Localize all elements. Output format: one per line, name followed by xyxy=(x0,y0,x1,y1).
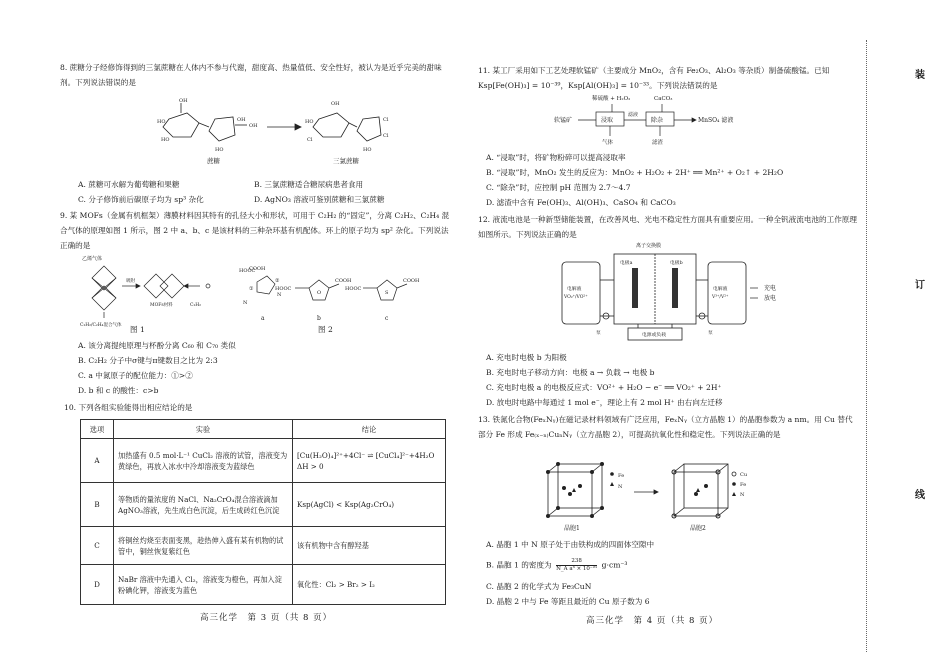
fig1-caption: 图 1 xyxy=(130,325,145,334)
svg-text:N: N xyxy=(243,300,248,306)
q13-crystal-cells xyxy=(538,458,778,532)
q11-option-c: C. “除杂”时，应控制 pH 范围为 2.7～4.7 xyxy=(486,183,631,192)
table-row xyxy=(81,483,446,527)
cell1-label: 晶胞1 xyxy=(564,525,580,532)
flow-reagent1: 稀硫酸 + H₂O₂ xyxy=(592,96,631,102)
q9-figure-1 xyxy=(80,254,250,336)
q10-row-a-opt: A xyxy=(81,439,114,483)
q10-header-option: 选项 xyxy=(81,420,114,439)
legend-n-2: N xyxy=(740,492,745,498)
ligand-c-label: c xyxy=(385,315,389,322)
q8-option-d: D. AgNO₃ 溶液可鉴别蔗糖和三氯蔗糖 xyxy=(254,195,385,204)
q10-table xyxy=(80,419,446,605)
left-ions-label: VO₂⁺/VO²⁺ xyxy=(564,295,588,300)
q8-structures xyxy=(155,97,395,169)
electrolyte-left-label: 电解液 xyxy=(567,287,582,292)
question-8 xyxy=(60,60,455,90)
svg-text:HO: HO xyxy=(157,119,166,125)
table-row xyxy=(81,565,446,605)
flow-start: 软锰矿 xyxy=(554,117,573,124)
density-fraction xyxy=(556,558,597,573)
q10-row-d-con: 氧化性：Cl₂ > Br₂ > I₂ xyxy=(293,565,446,605)
svg-text:COOH: COOH xyxy=(403,278,420,284)
q13-option-d: D. 晶胞 2 中与 Fe 等距且最近的 Cu 原子数为 6 xyxy=(486,597,650,606)
q10-row-b-opt: B xyxy=(81,483,114,527)
q13-option-a: A. 晶胞 1 中 N 原子处于由铁构成的四面体空隙中 xyxy=(486,540,655,549)
density-unit: g·cm⁻³ xyxy=(601,560,628,570)
svg-text:S: S xyxy=(385,290,389,296)
q8-option-c: C. 分子修饰前后碳原子均为 sp³ 杂化 xyxy=(78,195,204,204)
question-13 xyxy=(478,412,860,442)
density-numerator: 238 xyxy=(556,558,597,566)
q9-option-b: B. C₂H₂ 分子中σ键与π键数目之比为 2:3 xyxy=(78,356,218,365)
electrode-b-label: 电极b xyxy=(670,261,683,266)
q13-option-b-text: B. 晶胞 1 的密度为 xyxy=(486,560,552,570)
left-page-footer: 高三化学 第 3 页（共 8 页） xyxy=(200,613,333,623)
svg-text:OH: OH xyxy=(249,123,258,129)
q10-row-c-con: 该有机物中含有醇羟基 xyxy=(293,527,446,565)
q9-option-c: C. a 中氮原子的配位能力：①>② xyxy=(78,371,193,380)
svg-text:①: ① xyxy=(249,286,254,292)
flow-step1: 浸取 xyxy=(601,117,614,124)
right-ions-label: V³⁺/V²⁺ xyxy=(712,295,729,300)
fig1-mat-label: MOFs材料 xyxy=(150,303,173,308)
legend-fe-1: Fe xyxy=(618,473,625,479)
q11-option-d: D. 滤渣中含有 Fe(OH)₃、Al(OH)₃、CaSO₄ 和 CaCO₃ xyxy=(486,198,676,207)
binding-char-2: 订 xyxy=(915,280,925,291)
q10-row-b-con: Ksp(AgCl) < Ksp(Ag₂CrO₄) xyxy=(293,483,446,527)
q12-option-b: B. 充电时电子移动方向：电极 a → 负载 → 电极 b xyxy=(486,368,655,377)
q12-option-a: A. 充电时电极 b 为阳极 xyxy=(486,353,567,362)
q10-header-conclusion: 结论 xyxy=(293,420,446,439)
question-12-stem: 12. 液流电池是一种新型储能装置，在改善风电、光电不稳定性方面具有重要应用。一种全钒液流电池的工作原理如图所示。下列说法正确的是 xyxy=(478,215,857,239)
ligand-b-label: b xyxy=(317,315,321,322)
fig1-gas-label: 乙烯气体 xyxy=(82,256,103,262)
q10-row-d-exp: NaBr 溶液中先通入 Cl₂，溶液变为橙色，再加入淀粉碘化钾，溶液变为蓝色 xyxy=(114,565,293,605)
q10-row-c-opt: C xyxy=(81,527,114,565)
q9-option-d: D. b 和 c 的酸性：c>b xyxy=(78,386,159,395)
q11-option-b: B. “浸取”时，MnO₂ 发生的反应为：MnO₂ + H₂O₂ + 2H⁺ ══ Mn²⁺ + O₂↑ + 2H₂O xyxy=(486,168,784,177)
fig1-sep-label: 吸附 xyxy=(126,279,135,284)
svg-text:HOOC: HOOC xyxy=(345,286,362,292)
svg-text:COOH: COOH xyxy=(335,278,352,284)
svg-text:Cl: Cl xyxy=(307,137,313,143)
discharge-label: 放电 xyxy=(764,295,777,302)
electrolyte-right-label: 电解液 xyxy=(713,287,728,292)
svg-text:OH: OH xyxy=(179,98,188,104)
q10-row-c-exp: 将铜丝灼烧至表面变黑，趁热伸入盛有某有机物的试管中，铜丝恢复紫红色 xyxy=(114,527,293,565)
svg-text:HO: HO xyxy=(215,147,224,153)
fig2-caption: 图 2 xyxy=(318,325,333,334)
power-label: 电源或负载 xyxy=(642,333,666,338)
svg-text:COOH: COOH xyxy=(249,266,266,272)
svg-text:N: N xyxy=(277,292,282,298)
table-row xyxy=(81,439,446,483)
density-denominator: N_A a³ × 10⁻²¹ xyxy=(556,566,598,572)
legend-n-1: N xyxy=(618,484,623,490)
svg-text:O: O xyxy=(317,290,322,296)
flow-residue: 滤渣 xyxy=(652,140,664,146)
svg-text:OH: OH xyxy=(331,101,340,107)
q9-figure-2 xyxy=(235,262,435,326)
question-10-stem: 10. 下列各组实验能得出相应结论的是 xyxy=(64,403,193,412)
q8-option-b: B. 三氯蔗糖适合糖尿病患者食用 xyxy=(254,180,364,189)
q12-option-d: D. 放电时电路中每通过 1 mol e⁻，理论上有 2 mol H⁺ 由右向左迁移 xyxy=(486,398,723,407)
svg-text:Cl: Cl xyxy=(383,133,389,139)
svg-text:HO: HO xyxy=(305,119,314,125)
mol-b-label: 三氯蔗糖 xyxy=(333,157,359,165)
svg-text:HOOC: HOOC xyxy=(239,268,256,274)
q11-flowchart xyxy=(554,92,804,148)
q10-header-experiment: 实验 xyxy=(114,420,293,439)
question-9-stem: 9. 某 MOFs（金属有机框架）薄膜材料因其特有的孔径大小和形状，可用于 C₂H₂ 的“固定”，分离 C₂H₂、C₂H₄ 混合气体的原理如图 1 所示，图 2 中 a、b、c 是该材料的三种杂环基有机配体。环上的原子均为 sp² 杂化。下列说法正确的是 xyxy=(60,211,450,250)
question-11 xyxy=(478,63,860,93)
legend-cu-2: Cu xyxy=(740,472,748,478)
cell2-label: 晶胞2 xyxy=(690,525,706,532)
q13-option-c: C. 晶胞 2 的化学式为 Fe₃CuN xyxy=(486,582,592,591)
q10-row-a-con: [Cu(H₂O)₄]²⁺+4Cl⁻ ⇌ [CuCl₄]²⁻+4H₂O ΔH > 0 xyxy=(293,439,446,483)
q12-option-c: C. 充电时电极 a 的电极反应式：VO²⁺ + H₂O − e⁻ ══ VO₂⁺ + 2H⁺ xyxy=(486,383,722,392)
pump-left-label: 泵 xyxy=(596,331,601,336)
flow-reagent2: CaCO₃ xyxy=(654,96,673,102)
svg-text:HOOC: HOOC xyxy=(275,286,292,292)
binding-char-3: 线 xyxy=(915,490,925,501)
binding-char-1: 装 xyxy=(915,70,925,81)
question-12 xyxy=(478,212,860,242)
electrode-b-bar xyxy=(672,268,678,308)
question-11-stem: 11. 某工厂采用如下工艺处理软锰矿（主要成分 MnO₂，含有 Fe₂O₃、Al₂O₃ 等杂质）制备硫酸锰。已知 Ksp[Fe(OH)₃] = 10⁻³⁹，Ksp[Al(OH)₃] = 10⁻³³。下列说法错误的是 xyxy=(478,66,830,90)
q8-option-a: A. 蔗糖可水解为葡萄糖和果糖 xyxy=(78,180,180,189)
flow-filter: 滤液 xyxy=(628,112,639,118)
svg-text:HO: HO xyxy=(363,147,372,153)
q12-battery-diagram xyxy=(558,240,758,348)
pump-right-label: 泵 xyxy=(708,331,713,336)
svg-text:HO: HO xyxy=(161,137,170,143)
svg-text:OH: OH xyxy=(237,117,246,123)
right-page-footer: 高三化学 第 4 页（共 8 页） xyxy=(586,616,719,626)
ligand-a-label: a xyxy=(261,315,265,322)
electrode-a-label: 电极a xyxy=(620,261,633,266)
question-9 xyxy=(60,208,455,253)
fig1-c2h2-label: C₂H₂ xyxy=(190,303,201,308)
q10-row-b-exp: 等物质的量浓度的 NaCl、Na₂CrO₄混合溶液滴加AgNO₃溶液，先生成白色沉淀，后生成砖红色沉淀 xyxy=(114,483,293,527)
charge-label: 充电 xyxy=(764,285,777,292)
binding-dotted-line xyxy=(866,40,867,652)
flow-gas: 气体 xyxy=(602,140,614,146)
q10-row-a-exp: 加热盛有 0.5 mol·L⁻¹ CuCl₂ 溶液的试管，溶液变为黄绿色，再放入冰水中冷却溶液变为蓝绿色 xyxy=(114,439,293,483)
binding-margin xyxy=(860,0,950,672)
flow-step2: 除杂 xyxy=(651,117,664,124)
q9-option-a: A. 该分离提纯原理与杯酚分离 C₆₀ 和 C₇₀ 类似 xyxy=(78,341,236,350)
question-13-stem: 13. 铁氮化合物(FeₓNᵧ)在磁记录材料领域有广泛应用，FeₓNᵧ（立方晶胞 1）的晶胞参数为 a nm。用 Cu 替代部分 Fe 形成 Fe₍ₓ₋ₙ₎CuₙNᵧ（立方晶胞 2），可提高抗氧化性和稳定性。下列说法正确的是 xyxy=(478,415,853,439)
question-8-stem: 8. 蔗糖分子经修饰得到的三氯蔗糖在人体内不参与代谢，甜度高、热量值低、安全性好，被认为是近乎完美的甜味剂。下列说法错误的是 xyxy=(60,63,442,87)
mol-a-label: 蔗糖 xyxy=(207,157,220,165)
membrane-label: 离子交换膜 xyxy=(636,243,662,249)
q13-option-b xyxy=(486,558,627,573)
electrode-a-bar xyxy=(632,268,638,308)
legend-fe-2: Fe xyxy=(740,482,747,488)
q10-row-d-opt: D xyxy=(81,565,114,605)
q11-option-a: A. “浸取”时，将矿物粉碎可以提高浸取率 xyxy=(486,153,626,162)
svg-text:Cl: Cl xyxy=(383,117,389,123)
flow-product: MnSO₄ 滤液 xyxy=(698,117,734,124)
fig1-mix-label: C₂H₂/C₂H₄混合气体 xyxy=(80,323,122,328)
table-row xyxy=(81,527,446,565)
svg-text:②: ② xyxy=(275,278,280,284)
